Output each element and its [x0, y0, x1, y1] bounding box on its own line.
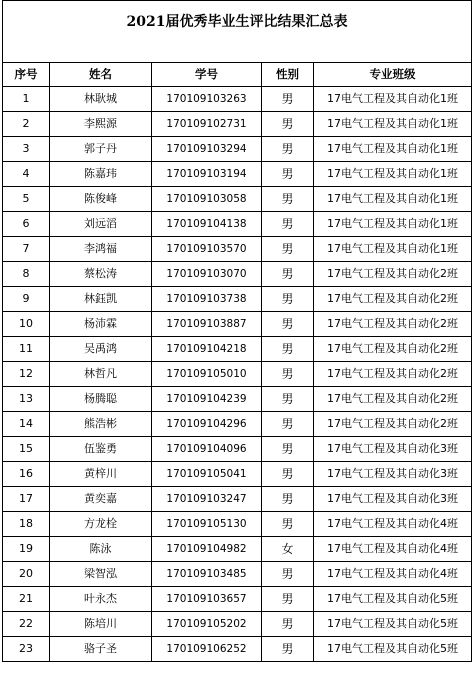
cell-index: 1 — [3, 87, 50, 112]
cell-gender: 男 — [262, 162, 314, 187]
cell-class: 17电气工程及其自动化1班 — [314, 162, 472, 187]
cell-class: 17电气工程及其自动化3班 — [314, 487, 472, 512]
cell-index: 23 — [3, 637, 50, 662]
cell-index: 21 — [3, 587, 50, 612]
cell-class: 17电气工程及其自动化2班 — [314, 312, 472, 337]
cell-index: 19 — [3, 537, 50, 562]
cell-index: 12 — [3, 362, 50, 387]
table-row — [3, 187, 472, 212]
table-row — [3, 262, 472, 287]
cell-student-id: 170109105010 — [152, 362, 262, 387]
cell-class: 17电气工程及其自动化2班 — [314, 412, 472, 437]
cell-name: 伍鉴勇 — [50, 437, 152, 462]
cell-class: 17电气工程及其自动化4班 — [314, 562, 472, 587]
cell-class: 17电气工程及其自动化3班 — [314, 437, 472, 462]
table-row — [3, 387, 472, 412]
cell-name: 陈培川 — [50, 612, 152, 637]
table-row — [3, 237, 472, 262]
cell-gender: 男 — [262, 412, 314, 437]
cell-gender: 男 — [262, 87, 314, 112]
cell-name: 李熙源 — [50, 112, 152, 137]
table-row — [3, 537, 472, 562]
table-row — [3, 87, 472, 112]
cell-student-id: 170109103263 — [152, 87, 262, 112]
cell-student-id: 170109104239 — [152, 387, 262, 412]
table-row — [3, 362, 472, 387]
cell-index: 15 — [3, 437, 50, 462]
cell-class: 17电气工程及其自动化1班 — [314, 137, 472, 162]
cell-index: 18 — [3, 512, 50, 537]
header-gender: 性别 — [262, 63, 314, 87]
header-row — [3, 63, 472, 87]
cell-index: 5 — [3, 187, 50, 212]
cell-class: 17电气工程及其自动化1班 — [314, 112, 472, 137]
cell-index: 8 — [3, 262, 50, 287]
cell-name: 陈泳 — [50, 537, 152, 562]
cell-name: 梁智泓 — [50, 562, 152, 587]
table-row — [3, 437, 472, 462]
cell-index: 22 — [3, 612, 50, 637]
cell-name: 熊浩彬 — [50, 412, 152, 437]
cell-student-id: 170109103485 — [152, 562, 262, 587]
cell-class: 17电气工程及其自动化2班 — [314, 287, 472, 312]
cell-student-id: 170109103887 — [152, 312, 262, 337]
table-row — [3, 412, 472, 437]
table-row — [3, 462, 472, 487]
cell-gender: 男 — [262, 637, 314, 662]
cell-name: 刘远滔 — [50, 212, 152, 237]
table-row — [3, 637, 472, 662]
cell-name: 林哲凡 — [50, 362, 152, 387]
header-name: 姓名 — [50, 63, 152, 87]
cell-name: 叶永杰 — [50, 587, 152, 612]
cell-student-id: 170109103657 — [152, 587, 262, 612]
cell-index: 4 — [3, 162, 50, 187]
cell-gender: 男 — [262, 212, 314, 237]
cell-index: 14 — [3, 412, 50, 437]
cell-class: 17电气工程及其自动化3班 — [314, 462, 472, 487]
cell-index: 9 — [3, 287, 50, 312]
table-row — [3, 587, 472, 612]
cell-class: 17电气工程及其自动化1班 — [314, 87, 472, 112]
cell-gender: 女 — [262, 537, 314, 562]
title-cell — [3, 1, 472, 63]
cell-student-id: 170109103570 — [152, 237, 262, 262]
results-table — [2, 0, 472, 662]
cell-gender: 男 — [262, 512, 314, 537]
title-row — [3, 1, 472, 63]
table-row — [3, 112, 472, 137]
table-row — [3, 487, 472, 512]
table-row — [3, 562, 472, 587]
cell-class: 17电气工程及其自动化5班 — [314, 637, 472, 662]
cell-gender: 男 — [262, 187, 314, 212]
cell-name: 陈嘉玮 — [50, 162, 152, 187]
cell-index: 17 — [3, 487, 50, 512]
cell-gender: 男 — [262, 262, 314, 287]
cell-student-id: 170109104218 — [152, 337, 262, 362]
cell-gender: 男 — [262, 312, 314, 337]
cell-student-id: 170109103194 — [152, 162, 262, 187]
cell-gender: 男 — [262, 337, 314, 362]
cell-gender: 男 — [262, 387, 314, 412]
cell-gender: 男 — [262, 362, 314, 387]
cell-index: 6 — [3, 212, 50, 237]
cell-gender: 男 — [262, 612, 314, 637]
cell-index: 2 — [3, 112, 50, 137]
cell-class: 17电气工程及其自动化1班 — [314, 237, 472, 262]
table-row — [3, 512, 472, 537]
cell-index: 7 — [3, 237, 50, 262]
table-row — [3, 212, 472, 237]
cell-gender: 男 — [262, 487, 314, 512]
header-student-id: 学号 — [152, 63, 262, 87]
cell-student-id: 170109104296 — [152, 412, 262, 437]
cell-student-id: 170109102731 — [152, 112, 262, 137]
header-class: 专业班级 — [314, 63, 472, 87]
cell-name: 林鈺凯 — [50, 287, 152, 312]
cell-student-id: 170109103738 — [152, 287, 262, 312]
cell-class: 17电气工程及其自动化1班 — [314, 212, 472, 237]
cell-name: 郭子丹 — [50, 137, 152, 162]
cell-name: 林耿城 — [50, 87, 152, 112]
cell-class: 17电气工程及其自动化2班 — [314, 262, 472, 287]
table-row — [3, 612, 472, 637]
cell-class: 17电气工程及其自动化2班 — [314, 337, 472, 362]
cell-student-id: 170109103058 — [152, 187, 262, 212]
cell-student-id: 170109104096 — [152, 437, 262, 462]
cell-gender: 男 — [262, 237, 314, 262]
cell-name: 黄梓川 — [50, 462, 152, 487]
cell-gender: 男 — [262, 587, 314, 612]
cell-class: 17电气工程及其自动化2班 — [314, 387, 472, 412]
cell-name: 吴禹鸿 — [50, 337, 152, 362]
cell-index: 3 — [3, 137, 50, 162]
cell-gender: 男 — [262, 462, 314, 487]
cell-name: 蔡松涛 — [50, 262, 152, 287]
cell-name: 杨腾聪 — [50, 387, 152, 412]
cell-index: 11 — [3, 337, 50, 362]
cell-name: 杨沛霖 — [50, 312, 152, 337]
table-body — [3, 87, 472, 662]
cell-gender: 男 — [262, 137, 314, 162]
cell-index: 10 — [3, 312, 50, 337]
cell-student-id: 170109103247 — [152, 487, 262, 512]
cell-class: 17电气工程及其自动化2班 — [314, 362, 472, 387]
cell-student-id: 170109103294 — [152, 137, 262, 162]
table-row — [3, 312, 472, 337]
cell-name: 方龙栓 — [50, 512, 152, 537]
table-row — [3, 162, 472, 187]
cell-name: 骆子圣 — [50, 637, 152, 662]
table-row — [3, 137, 472, 162]
cell-index: 16 — [3, 462, 50, 487]
cell-index: 13 — [3, 387, 50, 412]
cell-name: 陈俊峰 — [50, 187, 152, 212]
cell-class: 17电气工程及其自动化4班 — [314, 512, 472, 537]
cell-name: 李鸿福 — [50, 237, 152, 262]
cell-student-id: 170109105041 — [152, 462, 262, 487]
cell-student-id: 170109105130 — [152, 512, 262, 537]
header-index: 序号 — [3, 63, 50, 87]
page-title: 2021届优秀毕业生评比结果汇总表 — [126, 14, 348, 30]
cell-student-id: 170109104138 — [152, 212, 262, 237]
cell-gender: 男 — [262, 437, 314, 462]
cell-gender: 男 — [262, 562, 314, 587]
table-row — [3, 287, 472, 312]
cell-student-id: 170109106252 — [152, 637, 262, 662]
summary-sheet — [2, 0, 471, 662]
cell-class: 17电气工程及其自动化4班 — [314, 537, 472, 562]
cell-class: 17电气工程及其自动化1班 — [314, 187, 472, 212]
cell-class: 17电气工程及其自动化5班 — [314, 587, 472, 612]
cell-class: 17电气工程及其自动化5班 — [314, 612, 472, 637]
cell-name: 黄奕嘉 — [50, 487, 152, 512]
cell-gender: 男 — [262, 287, 314, 312]
cell-gender: 男 — [262, 112, 314, 137]
cell-student-id: 170109103070 — [152, 262, 262, 287]
cell-student-id: 170109105202 — [152, 612, 262, 637]
table-row — [3, 337, 472, 362]
cell-student-id: 170109104982 — [152, 537, 262, 562]
cell-index: 20 — [3, 562, 50, 587]
